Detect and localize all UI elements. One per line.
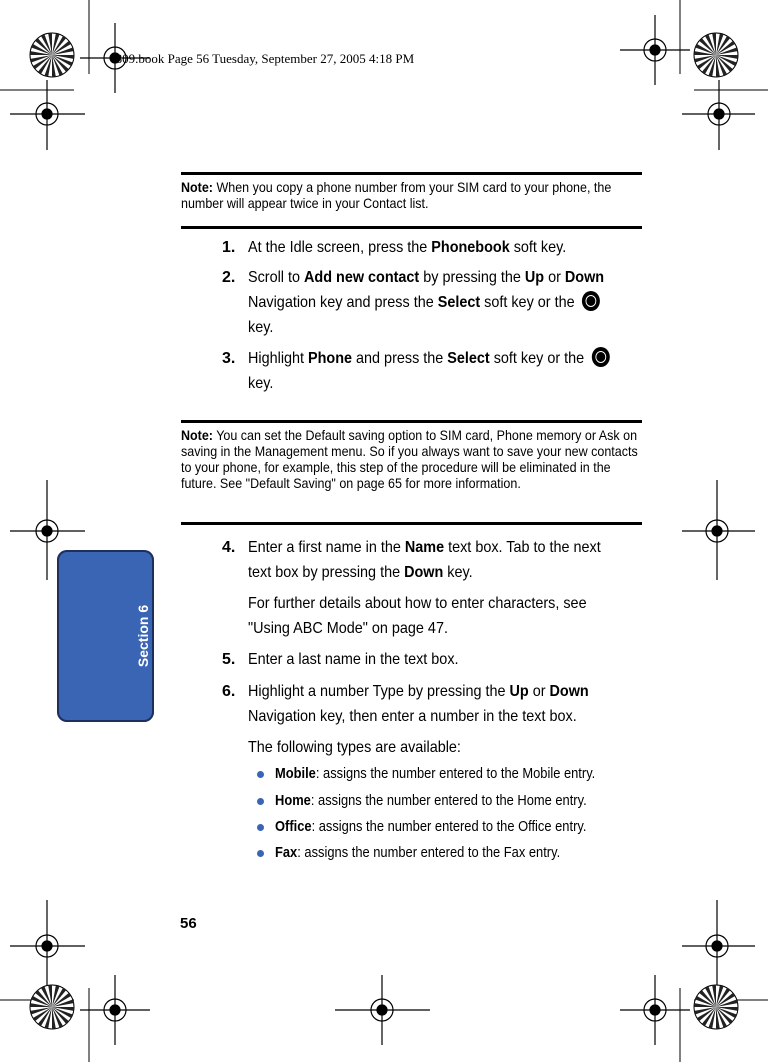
note-sim-copy xyxy=(181,180,641,212)
navigation-ok-key-icon xyxy=(582,291,600,311)
bullet-icon xyxy=(257,798,264,805)
star-wheel-icon xyxy=(694,985,738,1029)
step-3: Highlight Phone and press the Select soft key or the key. xyxy=(248,346,626,396)
step-number: 6. xyxy=(222,683,236,700)
note-top-rule xyxy=(181,420,642,423)
step-4-details: For further details about how to enter characters, see "Using ABC Mode" on page 47. xyxy=(248,595,587,637)
bullet-icon xyxy=(257,850,264,857)
note-top-rule xyxy=(181,172,642,175)
step-1: At the Idle screen, press the Phonebook soft key. xyxy=(248,239,567,256)
registration-target-icon xyxy=(682,900,755,985)
page-number: 56 xyxy=(180,915,197,932)
registration-target-icon xyxy=(335,975,430,1045)
bullet-icon xyxy=(257,771,264,778)
note-label: Note: xyxy=(181,428,213,443)
registration-target-icon xyxy=(10,900,85,985)
note-text: You can set the Default saving option to SIM card, Phone memory or Ask on saving in the Management menu. So if you always want to save your new contacts to your phone, for example, this step of the procedure will be eliminated in the future. See "Default Saving" on page 65 for more information. xyxy=(181,428,638,491)
star-wheel-icon xyxy=(30,985,74,1029)
note-label: Note: xyxy=(181,180,213,195)
note-text: When you copy a phone number from your SIM card to your phone, the number will appear twice in your Contact list. xyxy=(181,180,612,211)
list-item: Mobile: assigns the number entered to the Mobile entry. xyxy=(275,765,596,782)
navigation-ok-key-icon xyxy=(592,347,610,367)
types-intro: The following types are available: xyxy=(248,739,461,756)
step-number: 2. xyxy=(222,269,236,286)
print-header: t809.book Page 56 Tuesday, September 27, 2005 4:18 PM xyxy=(112,51,415,66)
section-label: Section 6 xyxy=(135,604,151,668)
step-number: 3. xyxy=(222,350,236,367)
bullet-icon xyxy=(257,824,264,831)
list-item: Fax: assigns the number entered to the Fax entry. xyxy=(275,844,561,861)
star-wheel-icon xyxy=(694,33,738,77)
step-number: 4. xyxy=(222,539,236,556)
star-wheel-icon xyxy=(30,33,74,77)
step-5: Enter a last name in the text box. xyxy=(248,651,459,668)
step-6: Highlight a number Type by pressing the Up or Down Navigation key, then enter a number in the text box. xyxy=(248,683,589,725)
list-item: Office: assigns the number entered to the Office entry. xyxy=(275,818,587,835)
registration-target-icon xyxy=(80,975,150,1045)
step-number: 5. xyxy=(222,651,236,668)
step-4: Enter a first name in the Name text box. Tab to the next text box by pressing the Down key. xyxy=(248,539,601,581)
step-2: Scroll to Add new contact by pressing the Up or Down Navigation key and press the Select soft key or the key. xyxy=(248,269,605,336)
registration-target-icon xyxy=(682,480,755,580)
list-item: Home: assigns the number entered to the Home entry. xyxy=(275,792,587,809)
note-bottom-rule xyxy=(181,226,642,229)
step-number: 1. xyxy=(222,239,236,256)
note-default-saving xyxy=(181,428,641,492)
note-bottom-rule xyxy=(181,522,642,525)
